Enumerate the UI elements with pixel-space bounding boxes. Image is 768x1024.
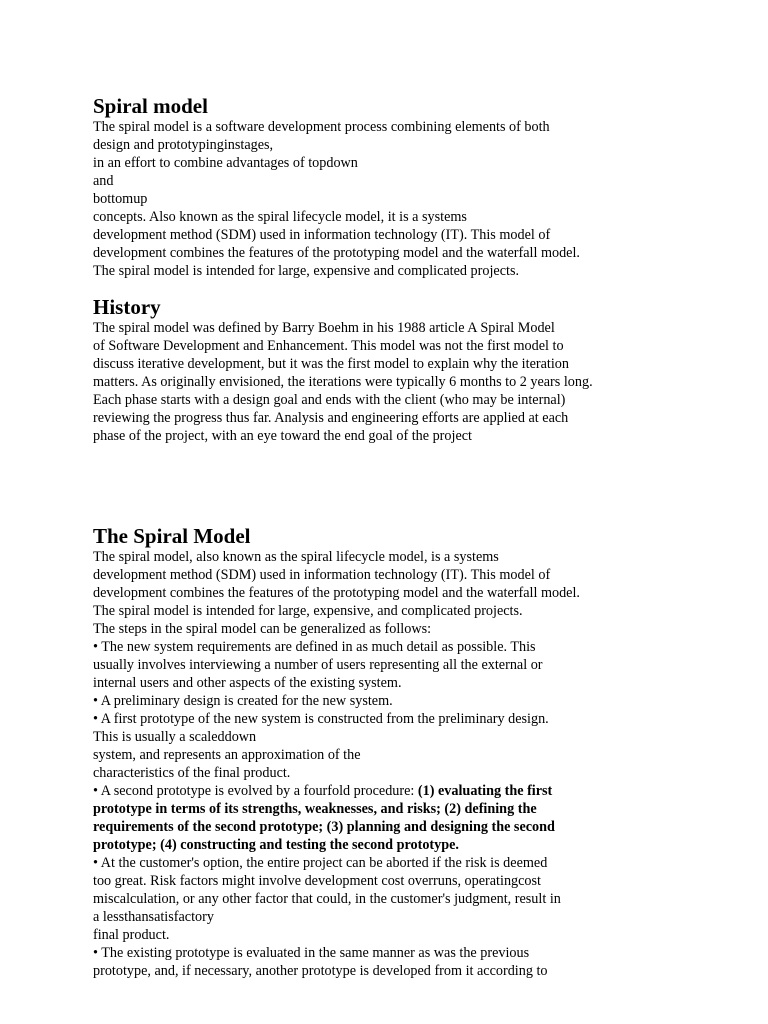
bullet-item: • The new system requirements are defined in as much detail as possible. This — [93, 639, 536, 655]
text-line: a lessthansatisfactory — [93, 909, 214, 925]
bold-text-line — [93, 800, 753, 818]
section-the-spiral-model — [93, 524, 753, 980]
text-line: development combines the features of the prototyping model and the waterfall model. — [93, 585, 580, 601]
text-line: The spiral model, also known as the spiral lifecycle model, is a systems — [93, 549, 499, 565]
bold-text-line — [93, 818, 753, 836]
text-line: This is usually a scaleddown — [93, 729, 257, 745]
text-line: prototype, and, if necessary, another prototype is developed from it according to — [93, 963, 548, 979]
paragraph-spiral-model — [93, 118, 753, 280]
paragraph-the-spiral-model — [93, 548, 753, 980]
bullet-plain-text: • A second prototype is evolved by a fourfold procedure: — [93, 783, 418, 799]
text-line: of Software Development and Enhancement. This model was not the first model to — [93, 338, 564, 354]
text-line: characteristics of the final product. — [93, 765, 291, 781]
text-line: The spiral model is a software development process combining elements of both — [93, 119, 550, 135]
section-spiral-model — [93, 94, 753, 280]
bold-text: requirements of the second prototype; (3) planning and designing the second — [93, 819, 555, 835]
paragraph-history — [93, 319, 753, 445]
bullet-item: • The existing prototype is evaluated in the same manner as was the previous — [93, 945, 530, 961]
text-line: discuss iterative development, but it was the first model to explain why the iteration — [93, 356, 569, 372]
text-line: The spiral model was defined by Barry Boehm in his 1988 article A Spiral Model — [93, 320, 555, 336]
text-line: design and prototypinginstages, — [93, 137, 274, 153]
section-history — [93, 295, 753, 445]
heading-the-spiral-model: The Spiral Model — [93, 524, 251, 548]
text-line: reviewing the progress thus far. Analysis and engineering efforts are applied at each — [93, 410, 569, 426]
bullet-item — [93, 782, 753, 800]
bold-text: prototype in terms of its strengths, weaknesses, and risks; (2) defining the — [93, 801, 537, 817]
bullet-item: • A first prototype of the new system is constructed from the preliminary design. — [93, 711, 549, 727]
text-line: development method (SDM) used in information technology (IT). This model of — [93, 567, 551, 583]
bullet-item: • At the customer's option, the entire project can be aborted if the risk is deemed — [93, 855, 548, 871]
text-line: final product. — [93, 927, 170, 943]
text-line: concepts. Also known as the spiral lifecycle model, it is a systems — [93, 209, 467, 225]
bold-text-line — [93, 836, 753, 854]
text-line: miscalculation, or any other factor that could, in the customer's judgment, result in — [93, 891, 561, 907]
text-line: too great. Risk factors might involve development cost overruns, operatingcost — [93, 873, 541, 889]
text-line: matters. As originally envisioned, the iterations were typically 6 months to 2 years long. — [93, 374, 593, 390]
bold-text: prototype; (4) constructing and testing the second prototype. — [93, 837, 459, 853]
text-line: The steps in the spiral model can be generalized as follows: — [93, 621, 432, 637]
text-line: system, and represents an approximation of the — [93, 747, 361, 763]
text-line: phase of the project, with an eye toward the end goal of the project — [93, 428, 472, 444]
text-line: Each phase starts with a design goal and ends with the client (who may be internal) — [93, 392, 566, 408]
bullet-bold-text: (1) evaluating the first — [417, 783, 553, 799]
bullet-item: • A preliminary design is created for the new system. — [93, 693, 393, 709]
text-line: The spiral model is intended for large, expensive, and complicated projects. — [93, 603, 523, 619]
heading-history: History — [93, 295, 161, 319]
text-line: The spiral model is intended for large, expensive and complicated projects. — [93, 263, 520, 279]
text-line: and — [93, 173, 114, 189]
heading-spiral-model: Spiral model — [93, 94, 208, 118]
text-line: internal users and other aspects of the existing system. — [93, 675, 402, 691]
text-line: development combines the features of the prototyping model and the waterfall model. — [93, 245, 580, 261]
text-line: development method (SDM) used in information technology (IT). This model of — [93, 227, 551, 243]
text-line: in an effort to combine advantages of topdown — [93, 155, 358, 171]
text-line: usually involves interviewing a number of users representing all the external or — [93, 657, 543, 673]
text-line: bottomup — [93, 191, 148, 207]
